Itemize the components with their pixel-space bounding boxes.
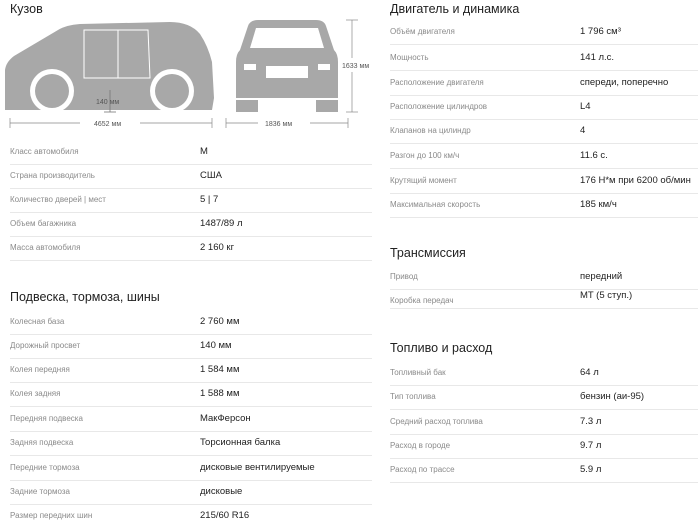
- body-section-title: Кузов: [10, 2, 43, 16]
- spec-value: МакФерсон: [200, 413, 251, 424]
- spec-label: Размер передних шин: [10, 511, 93, 520]
- spec-value: 1487/89 л: [200, 218, 243, 229]
- spec-row: [10, 505, 372, 523]
- spec-label: Крутящий момент: [390, 176, 457, 185]
- length-label: 4652 мм: [94, 121, 122, 128]
- spec-value: 11.6 с.: [580, 150, 608, 161]
- spec-row: [390, 285, 698, 309]
- spec-label: Страна производитель: [10, 171, 95, 180]
- spec-value: дисковые вентилируемые: [200, 462, 315, 473]
- spec-value: 141 л.с.: [580, 52, 615, 63]
- transmission-section-title: Трансмиссия: [390, 246, 466, 260]
- spec-value: 5.9 л: [580, 464, 602, 475]
- spec-value: передний: [580, 271, 623, 282]
- spec-row: [390, 145, 698, 169]
- fuel-section-title: Топливо и расход: [390, 341, 493, 355]
- spec-value: 1 584 мм: [200, 364, 240, 375]
- spec-label: Клапанов на цилиндр: [390, 126, 471, 135]
- spec-label: Тип топлива: [390, 392, 436, 401]
- spec-label: Дорожный просвет: [10, 341, 81, 350]
- spec-row: [390, 170, 698, 194]
- spec-value: 215/60 R16: [200, 510, 250, 521]
- spec-row: [10, 481, 372, 505]
- spec-row: [390, 21, 698, 45]
- spec-label: Расположение двигателя: [390, 78, 484, 87]
- spec-value: 176 Н*м при 6200 об/мин: [580, 175, 691, 186]
- spec-row: [10, 457, 372, 481]
- suspension-section-title: Подвеска, тормоза, шины: [10, 290, 160, 304]
- spec-value: 64 л: [580, 367, 599, 378]
- spec-label: Передняя подвеска: [10, 414, 83, 423]
- spec-row: [10, 213, 372, 237]
- spec-row: [390, 96, 698, 120]
- spec-row: [390, 72, 698, 96]
- spec-row: [10, 141, 372, 165]
- spec-value: 140 мм: [200, 340, 232, 351]
- spec-label: Колесная база: [10, 317, 65, 326]
- spec-value: L4: [580, 101, 591, 112]
- spec-value: 2 760 мм: [200, 316, 240, 327]
- spec-label: Задние тормоза: [10, 487, 70, 496]
- spec-label: Колея задняя: [10, 389, 61, 398]
- spec-label: Максимальная скорость: [390, 200, 481, 209]
- spec-value: 2 160 кг: [200, 242, 235, 253]
- spec-row: [390, 120, 698, 144]
- spec-label: Колея передняя: [10, 365, 70, 374]
- spec-label: Передние тормоза: [10, 463, 80, 472]
- spec-row: [10, 408, 372, 432]
- spec-label: Средний расход топлива: [390, 417, 483, 426]
- spec-value: M: [200, 146, 208, 157]
- spec-value: 1 796 см³: [580, 26, 621, 37]
- spec-value: США: [200, 170, 222, 181]
- spec-row: [390, 362, 698, 386]
- spec-value: 9.7 л: [580, 440, 602, 451]
- spec-row: [10, 432, 372, 456]
- spec-label: Количество дверей | мест: [10, 195, 106, 204]
- spec-label: Разгон до 100 км/ч: [390, 151, 460, 160]
- spec-row: [390, 435, 698, 459]
- spec-label: Масса автомобиля: [10, 243, 81, 252]
- spec-label: Привод: [390, 272, 418, 281]
- spec-label: Расположение цилиндров: [390, 102, 488, 111]
- spec-value: 7.3 л: [580, 416, 602, 427]
- spec-row: [10, 383, 372, 407]
- height-label: 1633 мм: [342, 63, 370, 70]
- spec-row: [390, 47, 698, 71]
- spec-row: [10, 311, 372, 335]
- spec-label: Расход в городе: [390, 441, 451, 450]
- spec-label: Расход по трассе: [390, 465, 455, 474]
- spec-value: 4: [580, 125, 586, 136]
- right-column: [380, 0, 700, 523]
- spec-row: [10, 165, 372, 189]
- spec-value: дисковые: [200, 486, 243, 497]
- spec-label: Коробка передач: [390, 296, 454, 305]
- spec-value: спереди, поперечно: [580, 77, 669, 88]
- spec-label: Мощность: [390, 53, 429, 62]
- width-label: 1836 мм: [265, 121, 293, 128]
- spec-row: [390, 386, 698, 410]
- spec-label: Задняя подвеска: [10, 438, 74, 447]
- vehicle-dimensions-diagram: [0, 15, 380, 135]
- spec-label: Класс автомобиля: [10, 147, 79, 156]
- clearance-label: 140 мм: [96, 99, 120, 106]
- spec-value: MT (5 ступ.): [580, 290, 633, 301]
- spec-value: 5 | 7: [200, 194, 219, 205]
- spec-row: [10, 189, 372, 213]
- spec-row: [10, 335, 372, 359]
- spec-value: 1 588 мм: [200, 388, 240, 399]
- spec-row: [390, 459, 698, 483]
- spec-label: Объём двигателя: [390, 27, 455, 36]
- spec-row: [10, 359, 372, 383]
- spec-value: Торсионная балка: [200, 437, 281, 448]
- spec-row: [390, 194, 698, 218]
- spec-value: бензин (аи-95): [580, 391, 645, 402]
- spec-value: 185 км/ч: [580, 199, 617, 210]
- spec-label: Объем багажника: [10, 219, 77, 228]
- spec-label: Топливный бак: [390, 368, 446, 377]
- engine-section-title: Двигатель и динамика: [390, 2, 520, 16]
- spec-row: [10, 237, 372, 261]
- spec-row: [390, 411, 698, 435]
